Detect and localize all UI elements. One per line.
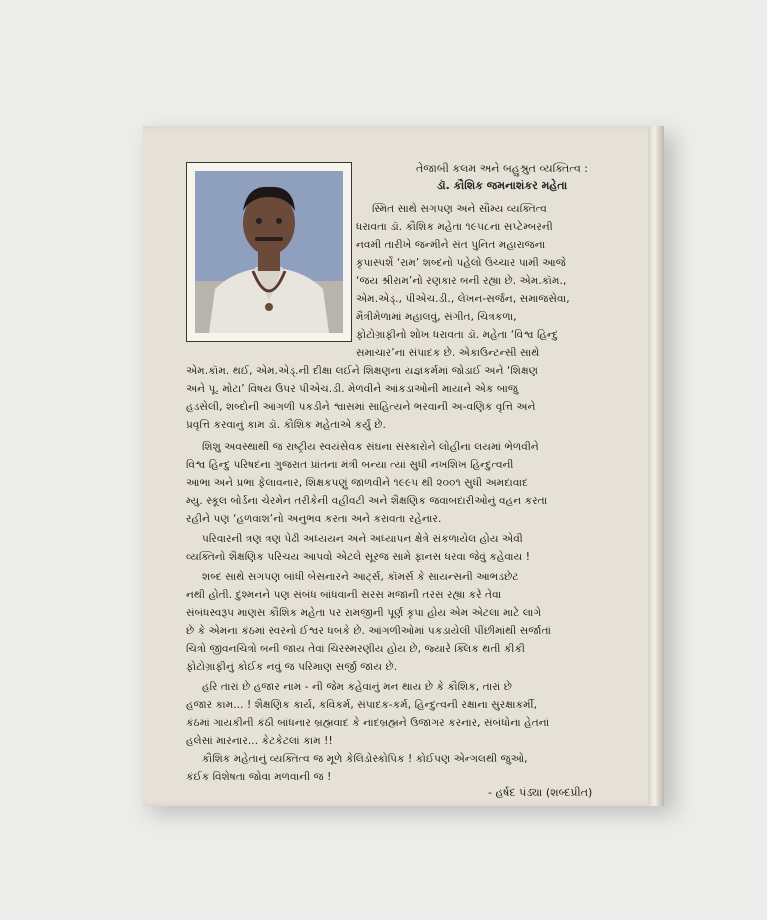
text-line: આભા અને પ્રભા ફેલાવનાર, શિક્ષકપણું જાળવીને ૧૯૯૫ થી ૨૦૦૧ સુધી અમદાવાદ (186, 477, 529, 489)
text-line: હજાર કામ... ! શૈક્ષણિક કાર્ય, કવિકર્મ, સંપાદક-કર્મ, હિન્દુત્વની રક્ષાના સુરક્ષાકર્મી, (186, 699, 538, 711)
text-line: કંઠમાં ગાયકીની કંઠી બાંધનાર બ્રહ્મવાદ કે નાદબ્રહ્મને ઉજાગર કરનાર, સંબંધોના હેતનાં (186, 717, 550, 729)
text-line: ધરાવતા ડૉ. કૌશિક મહેતા ૧૯૫૮ના સપ્ટેમ્બરની (356, 221, 553, 233)
text-line: કૃપાસ્પર્શે ‘રામ’ શબ્દનો પહેલો ઉચ્ચાર પામી આજે (356, 257, 566, 269)
text-line: હડસેલી, શબ્દોની આંગળી પકડીને શ્વાસમાં સાહિત્યને ભરવાની અ-વણિક વૃત્તિ અને (186, 401, 536, 413)
text-line: શબ્દ સાથે સગપણ બાંધી બેસનારને આર્ટ્સ, કૉમર્સ કે સાયન્સની આભડછેટ (202, 571, 519, 583)
text-line: મૈત્રીમેળામાં મહાલવું, સંગીત, ચિત્રકળા, (356, 311, 517, 323)
text-line: એમ.કૉમ. થઈ, એમ.એડ્.ની દીક્ષા લઈને શિક્ષણના યજ્ઞકર્મમાં જોડાઈ અને ‘શિક્ષણ (186, 365, 538, 377)
text-line: નવમી તારીખે જન્મીને સંત પુનિત મહારાજના (356, 239, 546, 251)
text-line: સંબંધસ્વરૂપ માણસ કૌશિક મહેતા પર રામજીની પૂર્ણ કૃપા હોય એમ એટલા માટે લાગે (186, 607, 542, 619)
text-line: કૌશિક મહેતાનું વ્યક્તિત્વ જ મૂળે કેલિડોસ્કોપિક ! કોઈપણ એન્ગલથી જુઓ, (202, 753, 528, 765)
heading-title: તેજાબી કલમ અને બહુશ્રુત વ્યક્તિત્વ : (415, 162, 588, 175)
text-line: વિશ્વ હિન્દુ પરિષદના ગુજરાત પ્રાંતના મંત્રી બન્યા ત્યાં સુધી નખશિખ હિન્દુત્વની (186, 459, 514, 471)
signature: - હર્ષદ પંડ્યા (શબ્દપ્રીત) (488, 786, 593, 799)
text-line: રહીને પણ ‘હળવાશ’નો અનુભવ કરતા અને કરાવતા રહેનાર. (186, 513, 442, 525)
text-line: નથી હોતી. દુશ્મનને પણ સંબંધ બાંધવાની સરસ મજાની તરસ રહ્યા કરે તેવા (186, 589, 502, 601)
text-line: હરિ તારાં છે હજાર નામ - ની જેમ કહેવાનું મન થાય છે કે કૌશિક, તારાં છે (202, 681, 513, 693)
text-line: ‘જય શ્રીરામ’નો રણકાર બની રહ્યા છે. એમ.કૉમ., (356, 275, 567, 287)
text-line: કંઈક વિશેષતા જોવા મળવાની જ ! (186, 771, 332, 783)
text-line: ફોટોગ્રાફીનું કોઈક નવું જ પરિમાણ સર્જી જાય છે. (186, 661, 398, 673)
text-line: પ્રવૃત્તિ કરવાનું કામ ડૉ. કૌશિક મહેતાએ કર્યું છે. (186, 419, 386, 431)
text-line: વ્યક્તિનો શૈક્ષણિક પરિચય આપવો એટલે સૂરજ સામે ફાનસ ધરવા જેવું કહેવાય ! (186, 551, 531, 563)
text-line: ચિત્રો જીવનચિત્રો બની જાય તેવાં ચિરસ્મરણીય હોય છે, જ્યારે ક્લિક થતી કીકી (186, 643, 525, 655)
text-line: મ્યુ. સ્કૂલ બોર્ડના ચેરમેન તરીકેની વહીવટી અને શૈક્ષણિક જવાબદારીઓનું વહન કરતા (186, 495, 548, 507)
text-line: સ્મિત સાથે સગપણ અને સૌમ્ય વ્યક્તિત્વ (372, 203, 547, 215)
text-line: સમાચાર’ના સંપાદક છે. એકાઉન્ટન્સી સાથે (356, 347, 540, 359)
text-line: પરિવારની ત્રણ ત્રણ પેઢી અધ્યયન અને અધ્યાપન ક્ષેત્રે સંકળાયેલ હોય એવી (202, 533, 523, 545)
text-line: અને પૂ. મોટા’ વિષય ઉપર પીએચ.ડી. મેળવીને આંકડાઓની માયાને એક બાજુ (186, 383, 518, 395)
text-line: એમ.એડ્., પીએચ.ડી., લેખન-સર્જન, સમાજસેવા, (356, 293, 570, 305)
text-line: છે કે એમના કંઠમાં સ્વરનો ઈશ્વર ધબકે છે. આંગળીઓમાં પકડાયેલી પીંછીમાંથી સર્જાતાં (186, 625, 552, 637)
text-line: હલેસાં મારનાર... કેટકેટલાં કામ !! (186, 735, 333, 747)
heading-author-name: ડૉ. કૌશિક જમનાશંકર મહેતા (436, 179, 568, 192)
text-line: ફોટોગ્રાફીનો શોખ ધરાવતા ડૉ. મહેતા ‘વિશ્વ હિન્દુ (356, 329, 559, 341)
text-line: શિશુ અવસ્થાથી જ રાષ્ટ્રીય સ્વયંસેવક સંઘના સંસ્કારોને લોહીના લયમાં ભેળવીને (202, 441, 539, 453)
